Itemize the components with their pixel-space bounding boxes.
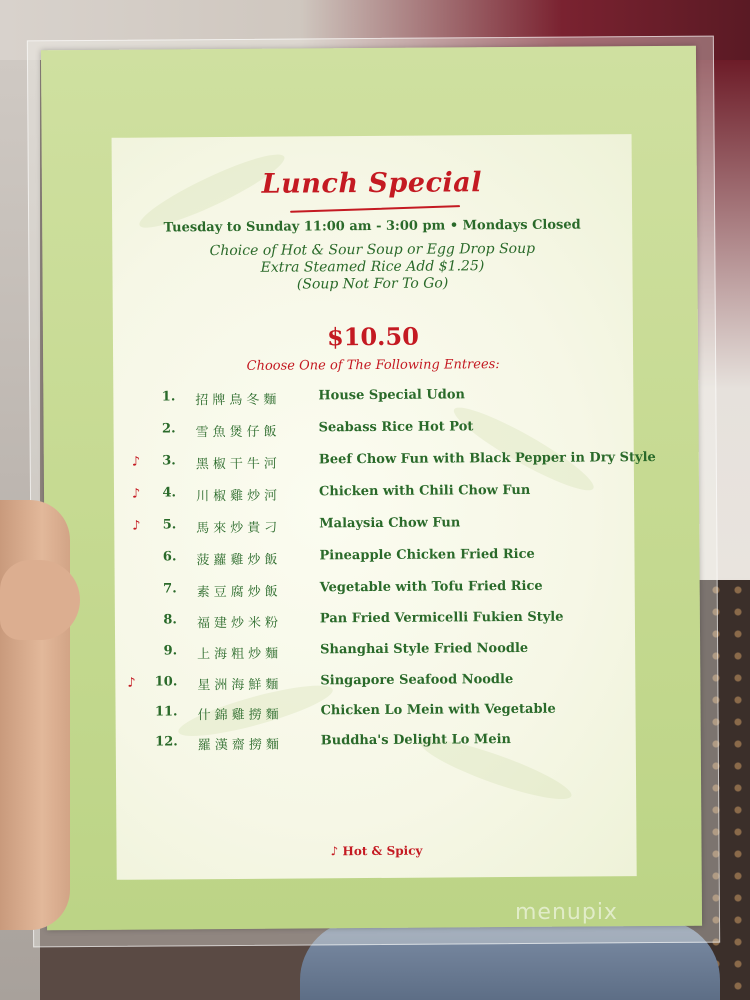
- entree-chinese-name: 羅漢齋撈麵: [197, 737, 283, 754]
- entree-english-name: Chicken with Chili Chow Fun: [318, 482, 531, 500]
- entree-english-name: Shanghai Style Fried Noodle: [320, 640, 529, 658]
- soup-note-line: (Soup Not For To Go): [296, 275, 449, 293]
- entree-number: 3.: [162, 453, 176, 469]
- entree-chinese-name: 菠蘿雞炒飯: [196, 552, 282, 569]
- entree-chinese-name: 星洲海鮮麵: [197, 677, 283, 694]
- entree-number: 6.: [162, 549, 177, 565]
- entree-chinese-name: 馬來炒貴刁: [196, 520, 282, 537]
- entree-english-name: Malaysia Chow Fun: [319, 515, 461, 532]
- entree-row: [115, 578, 635, 602]
- menu-title: Lunch Special: [261, 167, 483, 200]
- menu-inner-panel: [112, 134, 656, 880]
- entree-chinese-name: 雪魚煲仔飯: [195, 424, 281, 441]
- soup-choice: [112, 240, 632, 295]
- spicy-legend-label: Hot & Spicy: [342, 843, 423, 859]
- entree-number: 4.: [162, 485, 177, 501]
- spicy-legend: [116, 842, 636, 860]
- spicy-icon: ♪: [131, 454, 141, 470]
- entree-number: 1.: [161, 389, 176, 405]
- menu-card: [41, 46, 702, 931]
- entree-row: [116, 701, 636, 725]
- entree-row: [113, 386, 633, 410]
- entree-number: 8.: [163, 612, 177, 628]
- hours-line: Tuesday to Sunday 11:00 am - 3:00 pm • Mondays Closed: [163, 217, 581, 236]
- entree-chinese-name: 川椒雞炒河: [196, 488, 282, 505]
- entree-english-name: Beef Chow Fun with Black Pepper in Dry Style: [318, 450, 656, 468]
- spicy-legend-icon: ♪: [330, 844, 339, 859]
- entree-chinese-name: 招牌鳥冬麵: [195, 392, 281, 409]
- entree-english-name: Chicken Lo Mein with Vegetable: [320, 701, 556, 719]
- entree-english-name: Buddha's Delight Lo Mein: [320, 732, 512, 749]
- extra-rice-line: Extra Steamed Rice Add $1.25): [260, 258, 485, 276]
- entree-english-name: Vegetable with Tofu Fried Rice: [319, 578, 543, 596]
- entree-english-name: Seabass Rice Hot Pot: [318, 419, 474, 436]
- spicy-icon: ♪: [132, 518, 141, 534]
- menupix-watermark: menupix: [515, 900, 618, 925]
- entree-chinese-name: 福建炒米粉: [196, 615, 283, 632]
- entree-number: 5.: [162, 517, 177, 533]
- entree-number: 7.: [163, 581, 177, 597]
- entree-row: [115, 671, 635, 695]
- entree-number: 12.: [155, 734, 178, 750]
- spicy-icon: ♪: [131, 486, 141, 502]
- entree-chinese-name: 黑椒干牛河: [195, 456, 281, 473]
- entree-list: [113, 386, 656, 754]
- entree-row: [114, 514, 634, 538]
- thumb: [0, 560, 80, 640]
- entree-number: 10.: [154, 674, 178, 690]
- entree-english-name: Pineapple Chicken Fried Rice: [319, 546, 535, 564]
- title-underline: [290, 205, 460, 213]
- entree-row: [115, 609, 635, 633]
- entree-chinese-name: 素豆腐炒飯: [196, 584, 282, 601]
- entree-row: [115, 640, 635, 664]
- entree-english-name: House Special Udon: [318, 387, 465, 404]
- price: $10.50: [326, 321, 419, 352]
- entree-chinese-name: 上海粗炒麵: [197, 646, 283, 663]
- spicy-icon: ♪: [127, 675, 136, 691]
- entree-chinese-name: 什錦雞撈麵: [197, 707, 283, 724]
- choose-entree-instruction: Choose One of The Following Entrees:: [246, 357, 500, 374]
- entree-number: 11.: [154, 704, 178, 720]
- entree-english-name: Singapore Seafood Noodle: [320, 672, 514, 689]
- entree-english-name: Pan Fried Vermicelli Fukien Style: [319, 609, 564, 627]
- entree-number: 2.: [161, 421, 176, 437]
- entree-row: [114, 546, 634, 570]
- entree-number: 9.: [163, 643, 178, 659]
- entree-row: [114, 418, 634, 442]
- entree-row: [114, 450, 656, 474]
- entree-row: [116, 731, 636, 755]
- soup-choice-line: Choice of Hot & Sour Soup or Egg Drop Soup: [209, 240, 536, 260]
- entree-row: [114, 482, 634, 506]
